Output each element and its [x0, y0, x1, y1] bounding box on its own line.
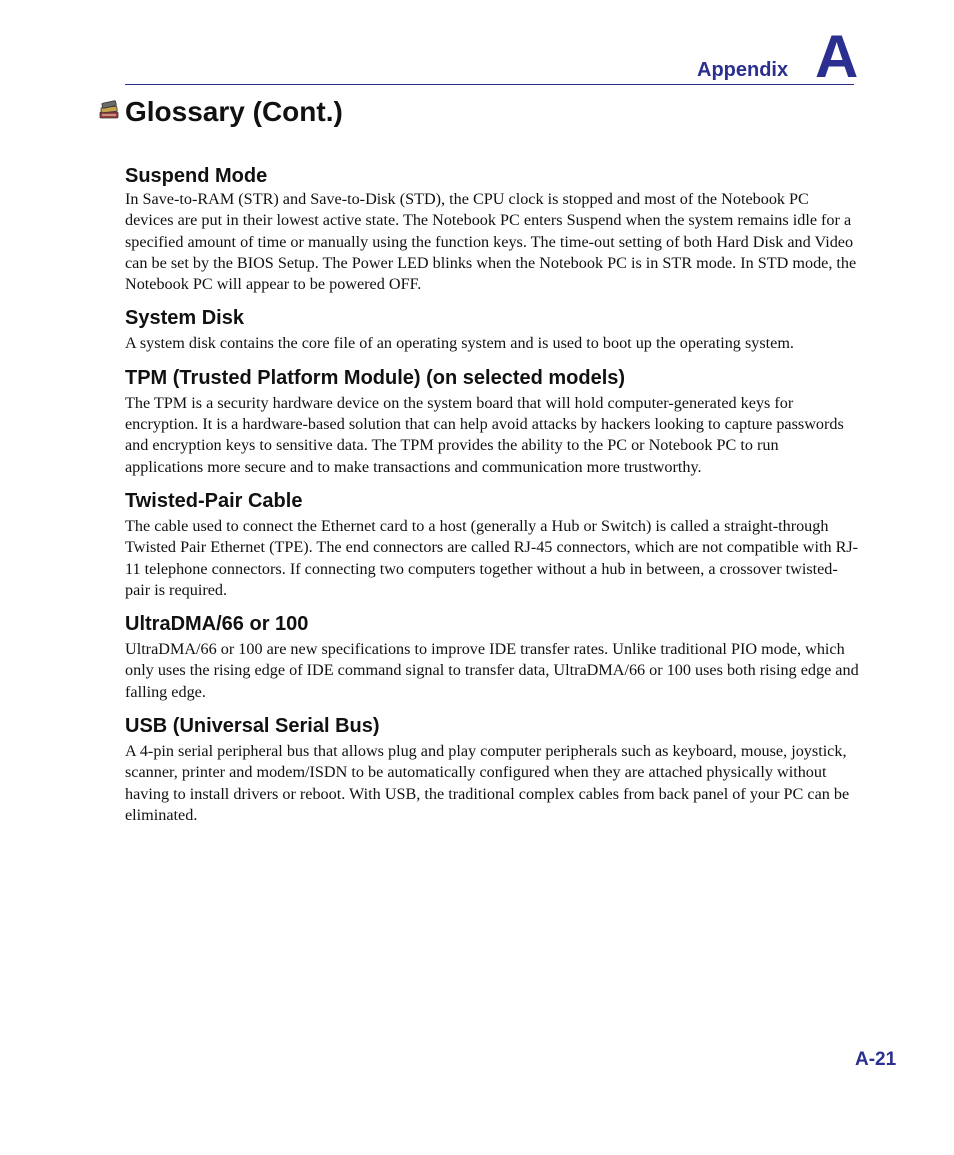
term-heading: Twisted-Pair Cable	[125, 489, 303, 512]
glossary-entry-usb	[125, 713, 860, 826]
glossary-entry-system-disk	[125, 305, 860, 354]
term-definition: A system disk contains the core file of an operating system and is used to boot up the operating system.	[125, 334, 794, 353]
term-heading: USB (Universal Serial Bus)	[125, 715, 380, 738]
term-definition: The TPM is a security hardware device on the system board that will hold computer-generated keys for encryption. It is a hardware-based solution that can help avoid attacks by hackers looking to capture passwords and encryption keys to sensitive data. The TPM provides the ability to the PC or Notebook PC to run applications more secure and to make transactions and communication more trustworthy.	[125, 393, 844, 476]
page-title: Glossary (Cont.)	[125, 96, 343, 127]
books-icon	[98, 99, 120, 121]
term-definition: The cable used to connect the Ethernet card to a host (generally a Hub or Switch) is called a straight-through Twisted Pair Ethernet (TPE). The end connectors are called RJ-45 connectors, which are not compatible with RJ-11 telephone connectors. If connecting two computers together without a hub in between, a crossover twisted-pair is required.	[125, 516, 859, 599]
section-letter: A	[815, 23, 859, 90]
term-definition: In Save-to-RAM (STR) and Save-to-Disk (STD), the CPU clock is stopped and most of the Notebook PC devices are put in their lowest active state. The Notebook PC enters Suspend when the system remains idle for a specified amount of time or manually using the function keys. The time-out setting of both Hard Disk and Video can be set by the BIOS Setup. The Power LED blinks when the Notebook PC is in STR mode. In STD mode, the Notebook PC will appear to be powered OFF.	[125, 190, 857, 294]
term-heading: UltraDMA/66 or 100	[125, 613, 309, 636]
term-heading: Suspend Mode	[125, 165, 268, 187]
header-rule	[125, 84, 854, 85]
glossary-entry-suspend-mode	[125, 163, 860, 295]
term-heading: TPM (Trusted Platform Module) (on selected models)	[125, 366, 626, 389]
glossary-entry-ultradma	[125, 611, 860, 703]
glossary-entry-twisted-pair-cable	[125, 488, 860, 601]
page-number: A-21	[855, 1049, 897, 1070]
section-label: Appendix	[697, 59, 789, 81]
term-definition: UltraDMA/66 or 100 are new specifications to improve IDE transfer rates. Unlike traditional PIO mode, which only uses the rising edge of IDE command signal to transfer data, UltraDMA/66 or 100 uses both rising edge and falling edge.	[125, 640, 859, 701]
glossary-entry-tpm	[125, 365, 860, 478]
glossary-content	[125, 163, 860, 826]
term-definition: A 4-pin serial peripheral bus that allows plug and play computer peripherals such as keyboard, mouse, joystick, scanner, printer and modem/ISDN to be automatically configured when they are attached physically without having to install drivers or reboot. With USB, the traditional complex cables from back panel of your PC can be eliminated.	[125, 742, 850, 824]
term-heading: System Disk	[125, 307, 244, 330]
